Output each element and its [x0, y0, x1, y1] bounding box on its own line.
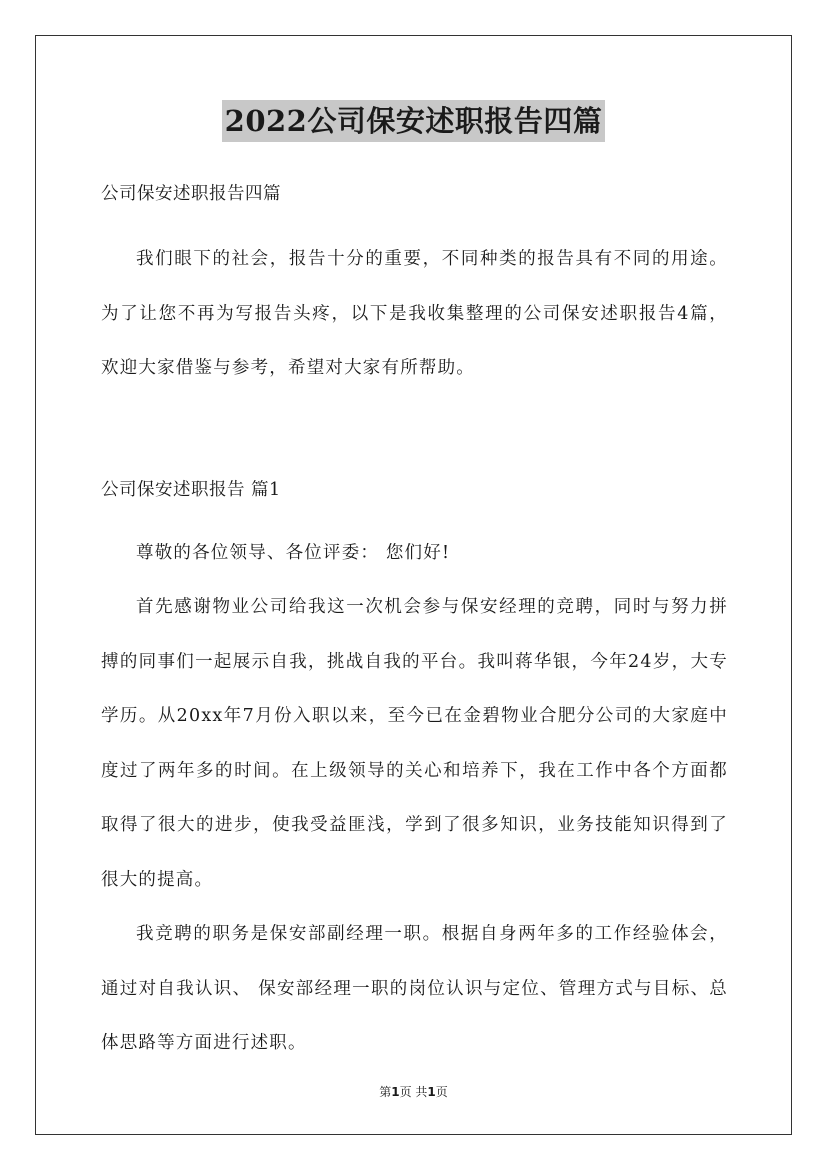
document-body [101, 178, 728, 1071]
page-number-suffix: 页 [435, 1085, 448, 1099]
greeting-paragraph: 尊敬的各位领导、各位评委： 您们好! [136, 542, 451, 563]
document-title-text: 2022公司保安述职报告四篇 [222, 100, 606, 142]
intro-paragraph: 我们眼下的社会，报告十分的重要，不同种类的报告具有不同的用途。为了让您不再为写报告头疼，以下是我收集整理的公司保安述职报告4篇，欢迎大家借鉴与参考，希望对大家有所帮助。 [101, 249, 728, 378]
document-title [0, 100, 827, 142]
page-number-prefix: 第 [379, 1085, 392, 1099]
document-subtitle: 公司保安述职报告四篇 [101, 184, 281, 204]
page-number-mid: 页 共 [399, 1085, 428, 1099]
body-paragraph: 我竞聘的职务是保安部副经理一职。根据自身两年多的工作经验体会，通过对自我认识、 保安部经理一职的岗位认识与定位、管理方式与目标、总体思路等方面进行述职。 [101, 924, 728, 1053]
section-heading: 公司保安述职报告 篇1 [101, 479, 281, 500]
body-paragraph: 首先感谢物业公司给我这一次机会参与保安经理的竞聘，同时与努力拼搏的同事们一起展示自我，挑战自我的平台。我叫蒋华银，今年24岁，大专学历。从20xx年7月份入职以来，至今已在金碧物业合肥分公司的大家庭中度过了两年多的时间。在上级领导的关心和培养下，我在工作中各个方面都取得了很大的进步，使我受益匪浅，学到了很多知识，业务技能知识得到了很大的提高。 [101, 597, 728, 890]
page-number-current: 1 [391, 1085, 400, 1099]
page-footer [0, 1083, 827, 1101]
page-number-total: 1 [427, 1085, 436, 1099]
